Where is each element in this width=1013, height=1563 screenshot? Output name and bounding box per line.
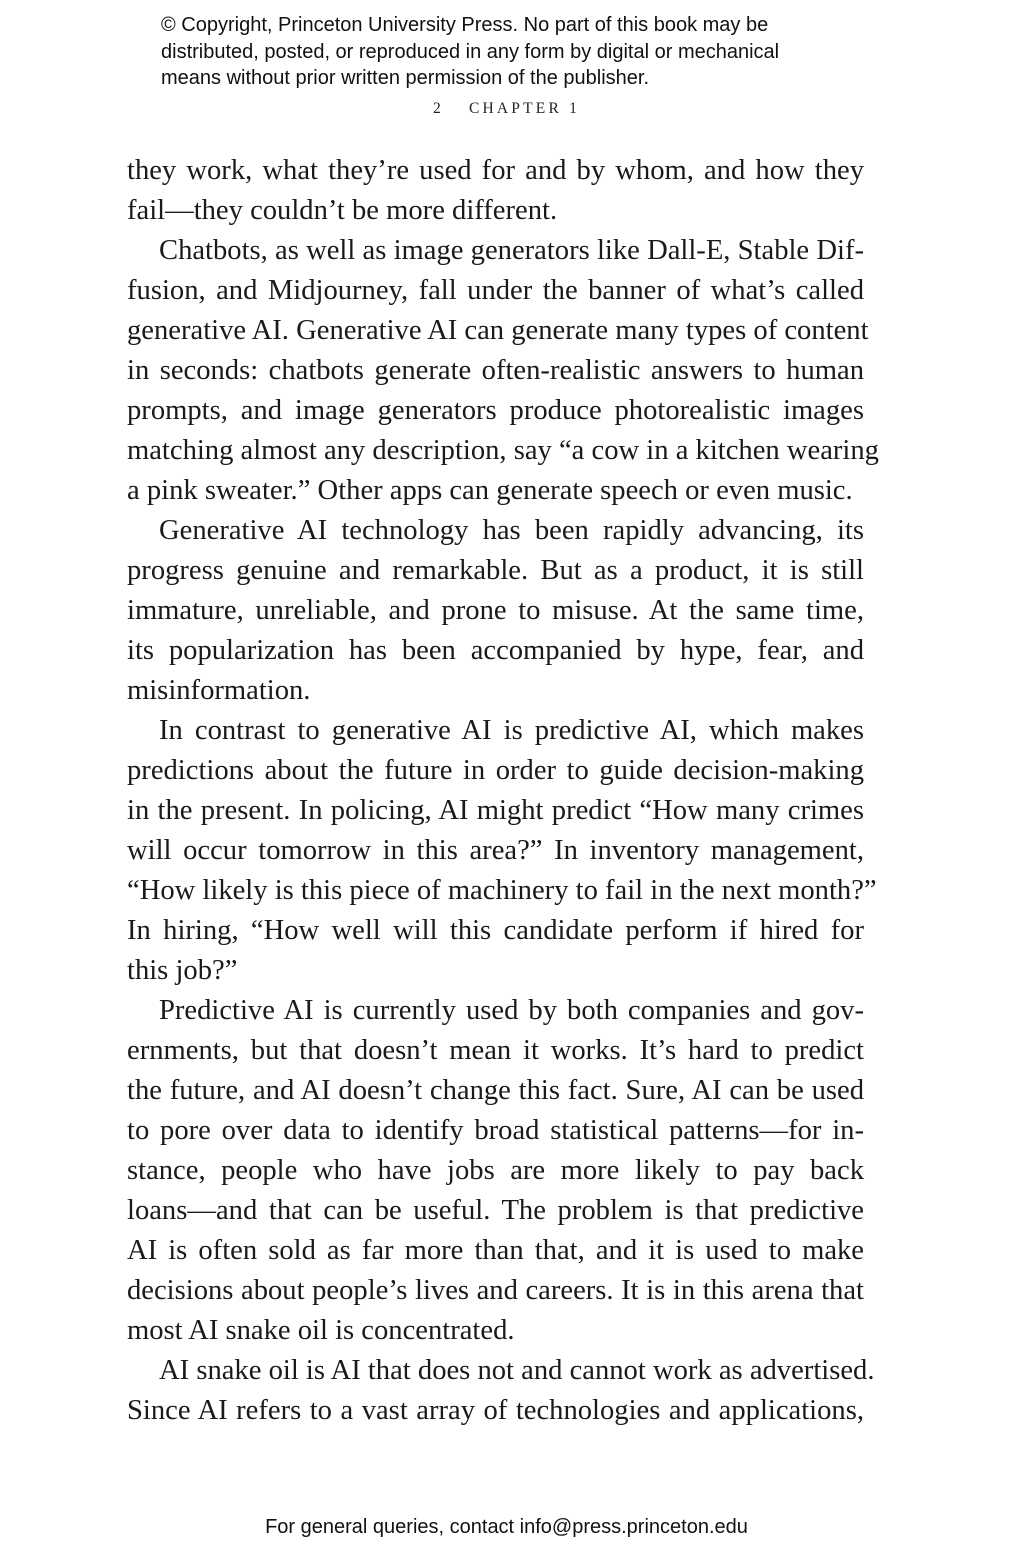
text-line: Chatbots, as well as image generators like Dall-E, Stable Dif- [159,235,864,266]
text-line: the future, and AI doesn’t change this fact. Sure, AI can be used [127,1075,864,1106]
text-line: AI snake oil is AI that does not and cannot work as advertised. [159,1355,875,1386]
text-line: Since AI refers to a vast array of technologies and applications, [127,1395,864,1426]
paragraph [127,991,864,1351]
paragraph [127,151,864,231]
text-line: misinformation. [127,675,311,706]
text-line: fusion, and Midjourney, fall under the banner of what’s called [127,275,864,306]
body-text [127,151,879,1431]
text-line: in the present. In policing, AI might predict “How many crimes [127,795,864,826]
copyright-line: distributed, posted, or reproduced in any form by digital or mechanical [161,40,780,63]
paragraph [127,1351,875,1431]
running-head [0,100,1013,118]
copyright-line: means without prior written permission of the publisher. [161,67,650,89]
text-line: immature, unreliable, and prone to misuse. At the same time, [127,595,864,626]
text-line: Generative AI technology has been rapidly advancing, its [159,515,864,546]
text-line: prompts, and image generators produce photorealistic images [127,395,864,426]
text-line: stance, people who have jobs are more likely to pay back [127,1155,864,1186]
paragraph [127,511,864,711]
text-line: in seconds: chatbots generate often-realistic answers to human [127,355,864,386]
text-line: predictions about the future in order to guide decision-making [127,755,864,786]
text-line: matching almost any description, say “a cow in a kitchen wearing [127,435,879,466]
text-line: fail—they couldn’t be more different. [127,195,558,226]
text-line: most AI snake oil is concentrated. [127,1315,515,1346]
text-line: “How likely is this piece of machinery to fail in the next month?” [127,875,877,906]
text-line: this job?” [127,955,238,986]
text-line: they work, what they’re used for and by whom, and how they [127,155,864,186]
text-line: ernments, but that doesn’t mean it works. It’s hard to predict [127,1035,864,1066]
chapter-label: CHAPTER 1 [468,100,581,117]
text-line: to pore over data to identify broad statistical patterns—for in- [127,1115,864,1146]
paragraph [127,231,879,511]
footer-contact: For general queries, contact info@press.princeton.edu [265,1516,748,1538]
text-line: loans—and that can be useful. The problem is that predictive [127,1195,864,1226]
text-line: decisions about people’s lives and careers. It is in this arena that [127,1275,864,1306]
text-line: In hiring, “How well will this candidate perform if hired for [127,915,864,946]
text-line: a pink sweater.” Other apps can generate speech or even music. [127,475,853,506]
text-line: Predictive AI is currently used by both companies and gov- [159,995,864,1026]
paragraph [127,711,877,991]
text-line: generative AI. Generative AI can generate many types of content [127,315,869,346]
text-line: AI is often sold as far more than that, and it is used to make [127,1235,864,1266]
text-line: In contrast to generative AI is predictive AI, which makes [159,715,864,746]
copyright-notice [161,12,881,92]
page-number: 2 [432,100,444,117]
text-line: its popularization has been accompanied by hype, fear, and [127,635,864,666]
text-line: progress genuine and remarkable. But as a product, it is still [127,555,864,586]
copyright-line: © Copyright, Princeton University Press. No part of this book may be [161,14,769,36]
text-line: will occur tomorrow in this area?” In inventory management, [127,835,864,866]
